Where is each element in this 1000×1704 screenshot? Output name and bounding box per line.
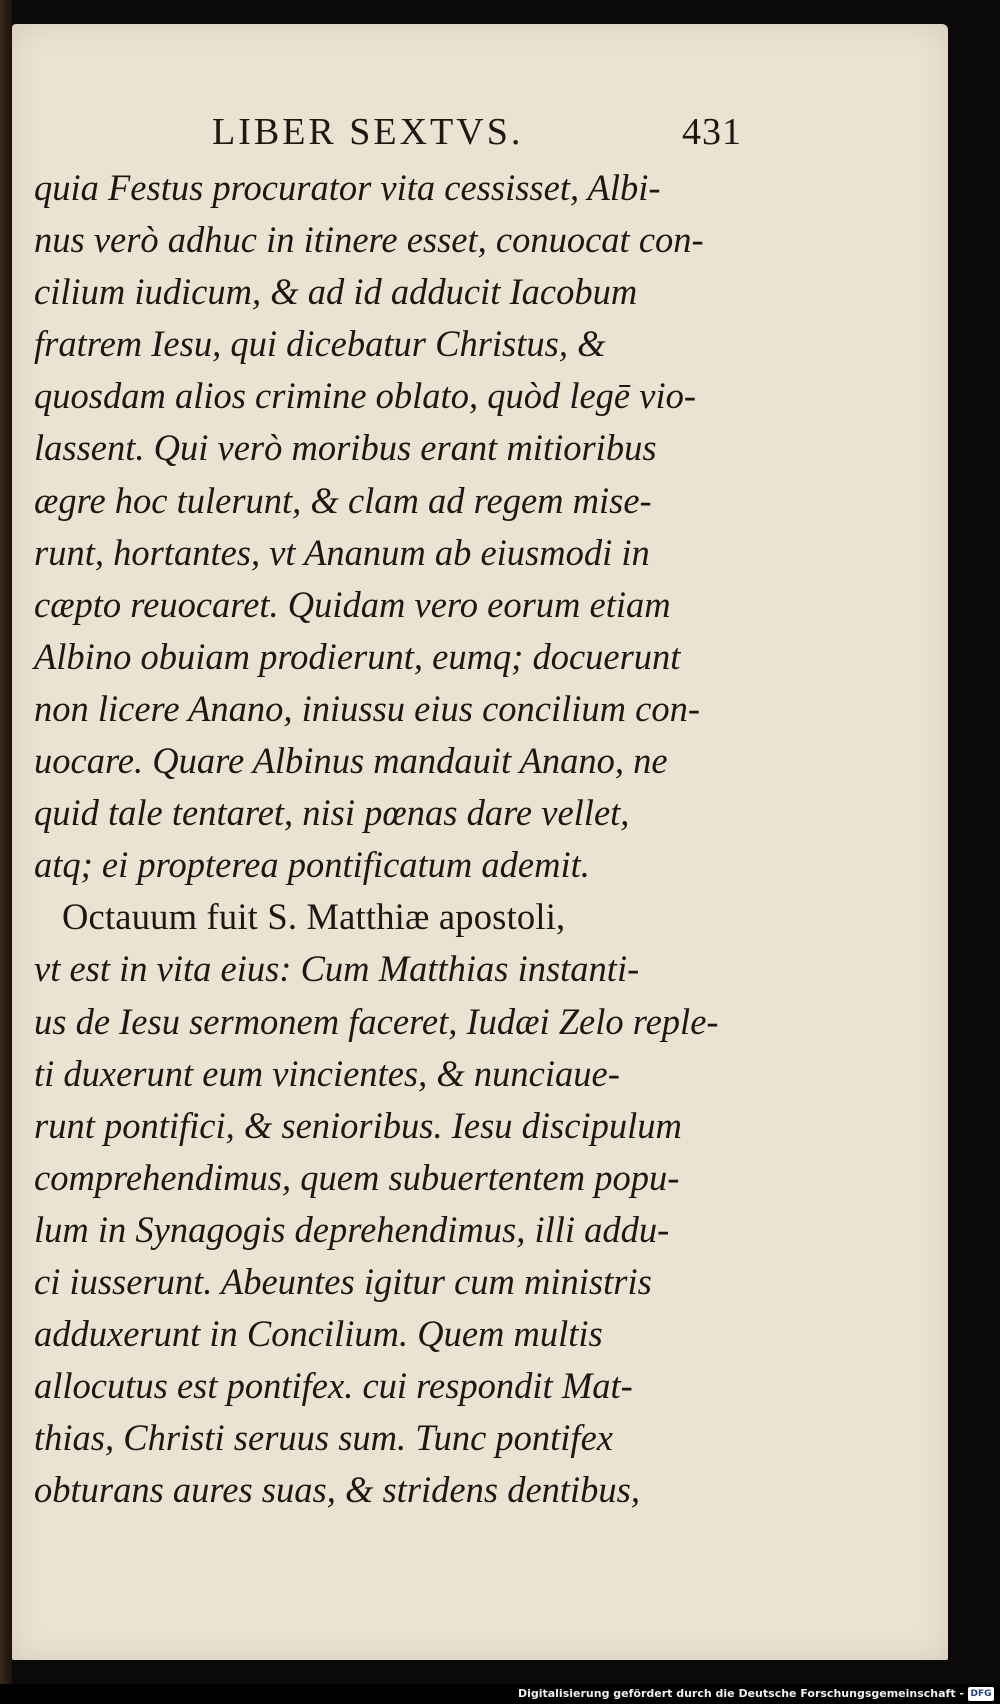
body-text <box>34 162 754 1516</box>
text-line: ægre hoc tulerunt, & clam ad regem mise- <box>34 479 652 521</box>
text-line: nus verò adhuc in itinere esset, conuocat con- <box>34 219 704 261</box>
text-line: ti duxerunt eum vincientes, & nunciaue- <box>34 1052 620 1094</box>
text-line: cæpto reuocaret. Quidam vero eorum etiam <box>34 583 671 625</box>
text-line: thias, Christi seruus sum. Tunc pontifex <box>34 1417 613 1459</box>
book-edge <box>0 0 12 1704</box>
running-head <box>202 110 742 154</box>
dfg-logo-icon: DFG <box>968 1687 994 1701</box>
text-line: ci iusserunt. Abeuntes igitur cum ministris <box>34 1260 652 1302</box>
page-number: 431 <box>682 111 742 153</box>
text-line: Albino obuiam prodierunt, eumq; docuerunt <box>34 635 681 677</box>
text-line: vt est in vita eius: Cum Matthias instanti- <box>34 948 640 990</box>
text-line: obturans aures suas, & stridens dentibus, <box>34 1469 641 1511</box>
paragraph-start-line: Octauum fuit S. Matthiæ apostoli, <box>62 896 566 938</box>
text-line: uocare. Quare Albinus mandauit Anano, ne <box>34 740 668 782</box>
text-line: allocutus est pontifex. cui respondit Mat- <box>34 1365 633 1407</box>
funding-credit: Digitalisierung gefördert durch die Deutsche Forschungsgemeinschaft - <box>517 1687 964 1700</box>
text-line: cilium iudicum, & ad id adducit Iacobum <box>34 271 638 313</box>
text-line: fratrem Iesu, qui dicebatur Christus, & <box>34 323 606 365</box>
text-line: runt, hortantes, vt Ananum ab eiusmodi in <box>34 531 650 573</box>
text-line: quosdam alios crimine oblato, quòd legē vio- <box>34 375 696 417</box>
text-line: comprehendimus, quem subuertentem popu- <box>34 1156 680 1198</box>
text-line: lum in Synagogis deprehendimus, illi addu- <box>34 1208 670 1250</box>
text-line: adduxerunt in Concilium. Quem multis <box>34 1313 603 1355</box>
text-line: lassent. Qui verò moribus erant mitioribus <box>34 427 657 469</box>
text-line: non licere Anano, iniussu eius concilium con- <box>34 687 701 729</box>
book-page <box>12 24 948 1660</box>
text-line: runt pontifici, & senioribus. Iesu discipulum <box>34 1104 682 1146</box>
text-line: atq; ei propterea pontificatum ademit. <box>34 844 590 886</box>
text-line: quia Festus procurator vita cessisset, Albi- <box>34 167 661 208</box>
text-line: us de Iesu sermonem faceret, Iudæi Zelo reple- <box>34 1000 719 1042</box>
text-line: quid tale tentaret, nisi pœnas dare vellet, <box>34 792 630 834</box>
digitization-footer <box>0 1684 1000 1704</box>
running-head-title: LIBER SEXTVS. <box>212 111 524 153</box>
